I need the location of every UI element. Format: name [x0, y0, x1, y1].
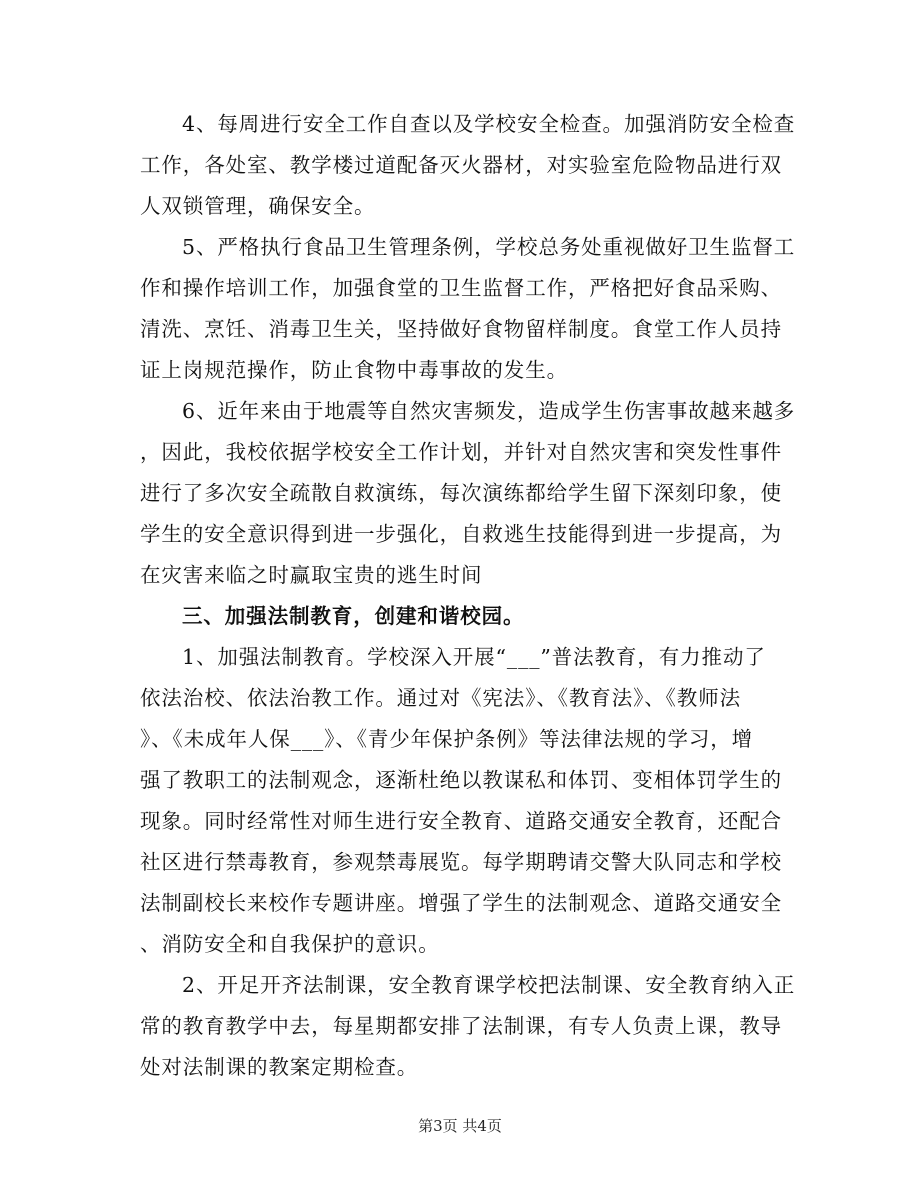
- paragraph-6-line-1: 6、近年来由于地震等自然灾害频发，造成学生伤害事故越来越多: [182, 399, 796, 423]
- section-heading: 三、加强法制教育，创建和谐校园。: [182, 604, 525, 628]
- paragraph-6-line-4: 学生的安全意识得到进一步强化，自救逃生技能得到进一步提高，为: [140, 522, 782, 546]
- page-number-footer: 第3页 共4页: [418, 1117, 502, 1135]
- paragraph-2-line-2: 常的教育教学中去，每星期都安排了法制课，有专人负责上课，教导: [140, 1014, 782, 1038]
- paragraph-4-line-1: 4、每周进行安全工作自查以及学校安全检查。加强消防安全检查: [182, 112, 796, 136]
- paragraph-1-line-7: 法制副校长来校作专题讲座。增强了学生的法制观念、道路交通安全: [140, 891, 782, 915]
- paragraph-1-line-3: 》、《未成年人保___》、《青少年保护条例》等法律法规的学习，增: [140, 727, 754, 751]
- paragraph-5-line-4: 证上岗规范操作，防止食物中毒事故的发生。: [140, 358, 568, 382]
- paragraph-6-line-5: 在灾害来临之时赢取宝贵的逃生时间: [140, 563, 483, 587]
- paragraph-6-line-3: 进行了多次安全疏散自救演练，每次演练都给学生留下深刻印象，使: [140, 481, 782, 505]
- paragraph-1-line-4: 强了教职工的法制观念，逐渐杜绝以教谋私和体罚、变相体罚学生的: [140, 768, 782, 792]
- paragraph-5-line-3: 清洗、烹饪、消毒卫生关，坚持做好食物留样制度。食堂工作人员持: [140, 317, 782, 341]
- paragraph-4-line-2: 工作，各处室、教学楼过道配备灭火器材，对实验室危险物品进行双: [140, 153, 782, 177]
- paragraph-6-line-2: ，因此，我校依据学校安全工作计划，并针对自然灾害和突发性事件: [140, 440, 782, 464]
- paragraph-5-line-2: 作和操作培训工作，加强食堂的卫生监督工作，严格把好食品采购、: [140, 276, 782, 300]
- paragraph-2-line-1: 2、开足开齐法制课，安全教育课学校把法制课、安全教育纳入正: [182, 973, 796, 997]
- paragraph-5-line-1: 5、严格执行食品卫生管理条例，学校总务处重视做好卫生监督工: [182, 235, 796, 259]
- paragraph-1-line-6: 社区进行禁毒教育，参观禁毒展览。每学期聘请交警大队同志和学校: [140, 850, 782, 874]
- paragraph-1-line-1: 1、加强法制教育。学校深入开展“___”普法教育，有力推动了: [182, 645, 766, 669]
- paragraph-1-line-5: 现象。同时经常性对师生进行安全教育、道路交通安全教育，还配合: [140, 809, 782, 833]
- paragraph-4-line-3: 人双锁管理，确保安全。: [140, 194, 376, 218]
- paragraph-2-line-3: 处对法制课的教案定期检查。: [140, 1055, 419, 1079]
- paragraph-1-line-2: 依法治校、依法治教工作。通过对《宪法》、《教育法》、《教师法: [140, 686, 741, 710]
- paragraph-1-line-8: 、消防安全和自我保护的意识。: [140, 932, 440, 956]
